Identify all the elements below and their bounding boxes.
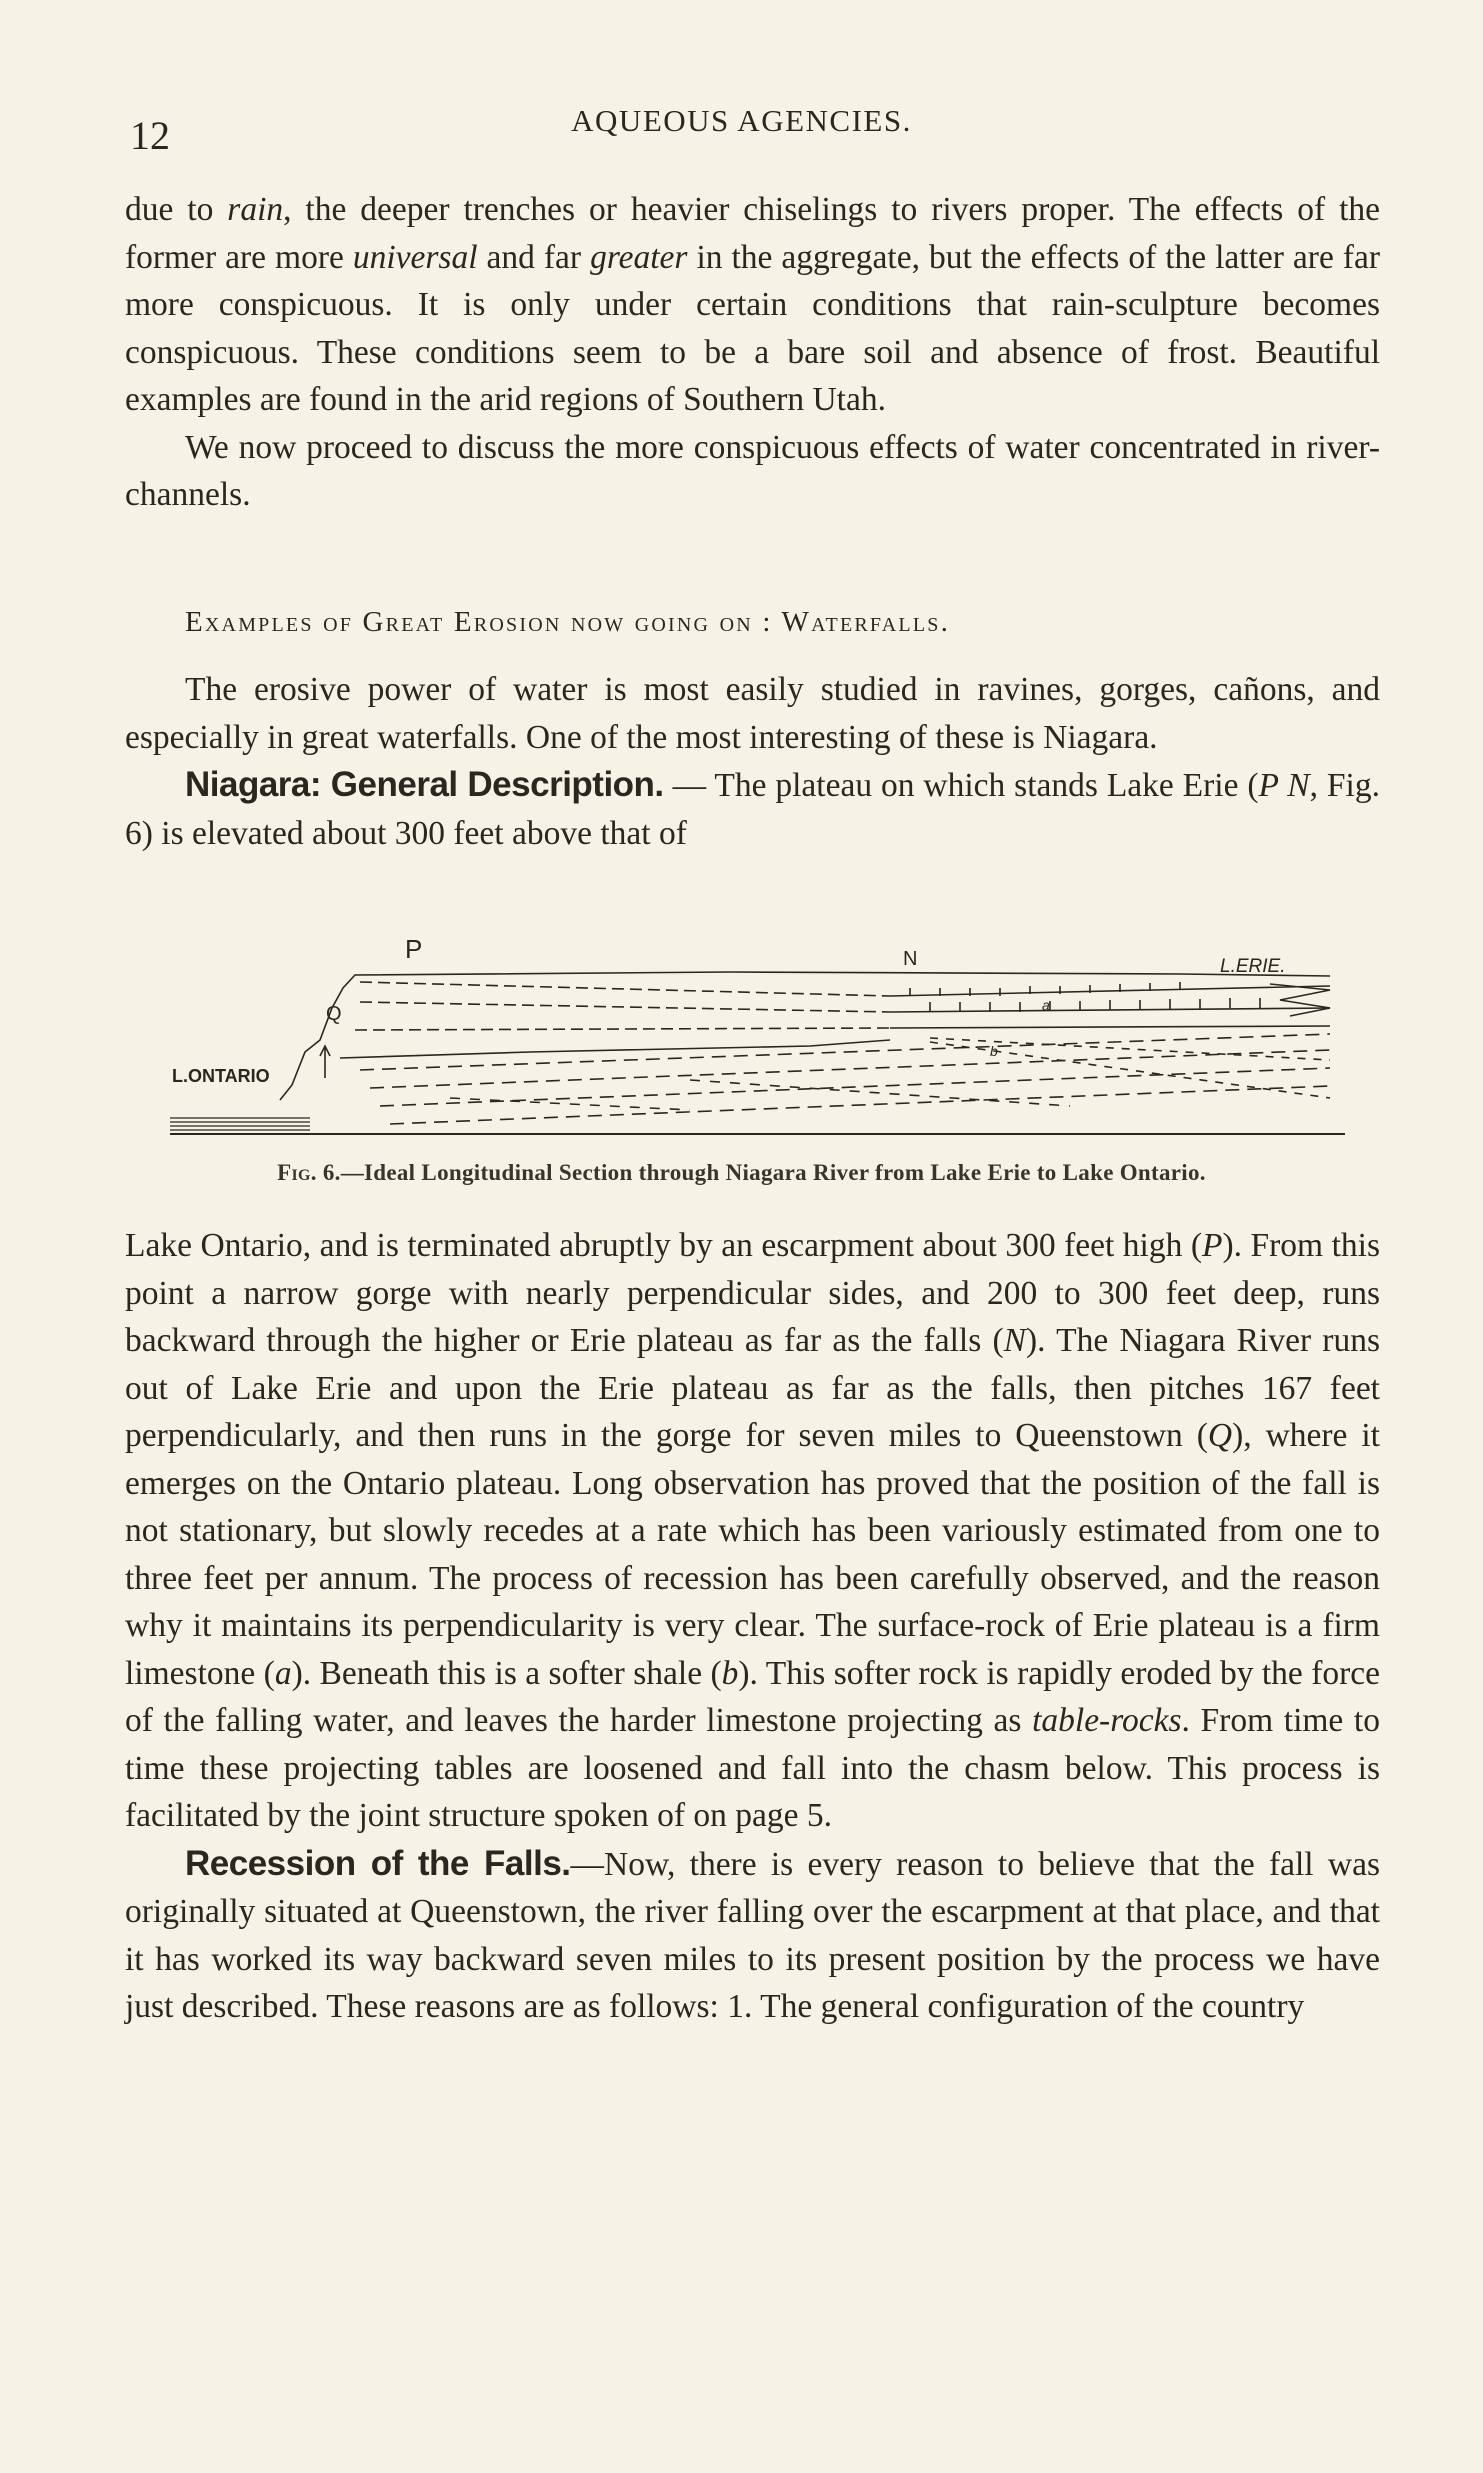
text-span: . From time to time these projecting tables are loosened and fall into the chasm below. This process is facilitated by the joint structure spoken of on page 5.	[125, 1702, 1380, 1834]
emphasis-universal: universal	[352, 238, 478, 276]
paragraph-river-channels: We now proceed to discuss the more conspicuous effects of water concentrated in river-channels.	[125, 428, 1380, 513]
text-span: in the aggregate, but the effects of the latter are far more conspicuous. It is only under certain conditions that rain-sculpture becomes conspicuous. These conditions seem to be a bare soil and absence of frost. Beautiful examples are found in the arid regions of Southern Utah.	[125, 238, 1380, 418]
emphasis-pn: P N	[1258, 767, 1310, 804]
label-lake-ontario: L.ONTARIO	[172, 1066, 270, 1086]
emphasis-table-rocks: table-rocks	[1032, 1702, 1182, 1739]
label-q: Q	[326, 1003, 342, 1025]
text-span: ). This softer rock is rapidly eroded by the force of the falling water, and leaves the harder limestone projecting as	[125, 1654, 1380, 1739]
section-heading: Examples of Great Erosion now going on : Waterfalls.	[185, 606, 951, 638]
section-diagram	[170, 930, 1345, 1150]
label-b: b	[990, 1043, 998, 1059]
paragraph-erosive-power: The erosive power of water is most easily studied in ravines, gorges, cañons, and especially in great waterfalls. One of the most interesting of these is Niagara.	[125, 671, 1380, 756]
running-head: AQUEOUS AGENCIES.	[571, 103, 912, 138]
text-block-bottom	[125, 1222, 1380, 2031]
text-span: due to	[125, 191, 228, 228]
strata-lines	[170, 972, 1345, 1134]
text-span: ). From this point a narrow gorge with nearly perpendicular sides, and 200 to 300 feet deep, runs backward through the higher or Erie plateau as far as the falls (	[125, 1227, 1380, 1359]
caption-figure-number: Fig. 6.	[277, 1160, 341, 1185]
text-block-middle	[125, 666, 1380, 857]
text-span: , the deeper trenches or heavier chiselings to rivers proper. The effects of the former are more	[125, 191, 1380, 276]
text-block-top	[125, 186, 1380, 519]
text-span: — The plateau on which stands Lake Erie (	[663, 767, 1259, 804]
paragraph-recession	[125, 1840, 1380, 2031]
emphasis-p: P	[1202, 1227, 1223, 1264]
label-p: P	[405, 934, 423, 964]
paragraph-rain-sculpture	[125, 186, 1380, 424]
label-n: N	[903, 948, 918, 970]
paragraph-niagara-description	[125, 761, 1380, 857]
emphasis-a: a	[274, 1654, 292, 1692]
paragraph-lake-ontario	[125, 1222, 1380, 1840]
label-lake-erie: L.ERIE.	[1220, 956, 1286, 977]
text-span: ). Beneath this is a softer shale (	[291, 1654, 722, 1692]
side-heading-niagara: Niagara: General Description.	[185, 765, 664, 804]
figure-caption	[0, 1160, 1483, 1186]
emphasis-rain: rain	[227, 191, 284, 228]
label-a: a	[1042, 997, 1050, 1013]
emphasis-q: Q	[1207, 1417, 1233, 1454]
text-span: and far	[477, 238, 591, 276]
text-span: , Fig. 6) is elevated about 300 feet above that of	[125, 767, 1380, 852]
emphasis-n: N	[1003, 1322, 1027, 1359]
figure-niagara-section	[170, 930, 1345, 1150]
text-span: ). The Niagara River runs out of Lake Erie and upon the Erie plateau as far as the falls, then pitches 167 feet perpendicularly, and then runs in the gorge for seven miles to Queenstown (	[125, 1322, 1381, 1454]
side-heading-recession: Recession of the Falls.	[185, 1843, 571, 1883]
emphasis-greater: greater	[590, 238, 688, 276]
text-span: —Now, there is every reason to believe that the fall was originally situated at Queenstown, the river falling over the escarpment at that place, and that it has worked its way backward seven miles to its present position by the process we have just described. These reasons are as follows: 1. The general configuration of the country	[125, 1845, 1380, 2025]
text-span: ), where it emerges on the Ontario plateau. Long observation has proved that the position of the fall is not stationary, but slowly recedes at a rate which has been variously estimated from one to three feet per annum. The process of recession has been carefully observed, and the reason why it maintains its perpendicularity is very clear. The surface-rock of Erie plateau is a firm limestone (	[125, 1417, 1380, 1692]
caption-text: —Ideal Longitudinal Section through Niagara River from Lake Erie to Lake Ontario.	[340, 1160, 1206, 1185]
text-span: Lake Ontario, and is terminated abruptly by an escarpment about 300 feet high (	[125, 1227, 1202, 1264]
page-number: 12	[130, 113, 170, 158]
emphasis-b: b	[721, 1654, 739, 1692]
